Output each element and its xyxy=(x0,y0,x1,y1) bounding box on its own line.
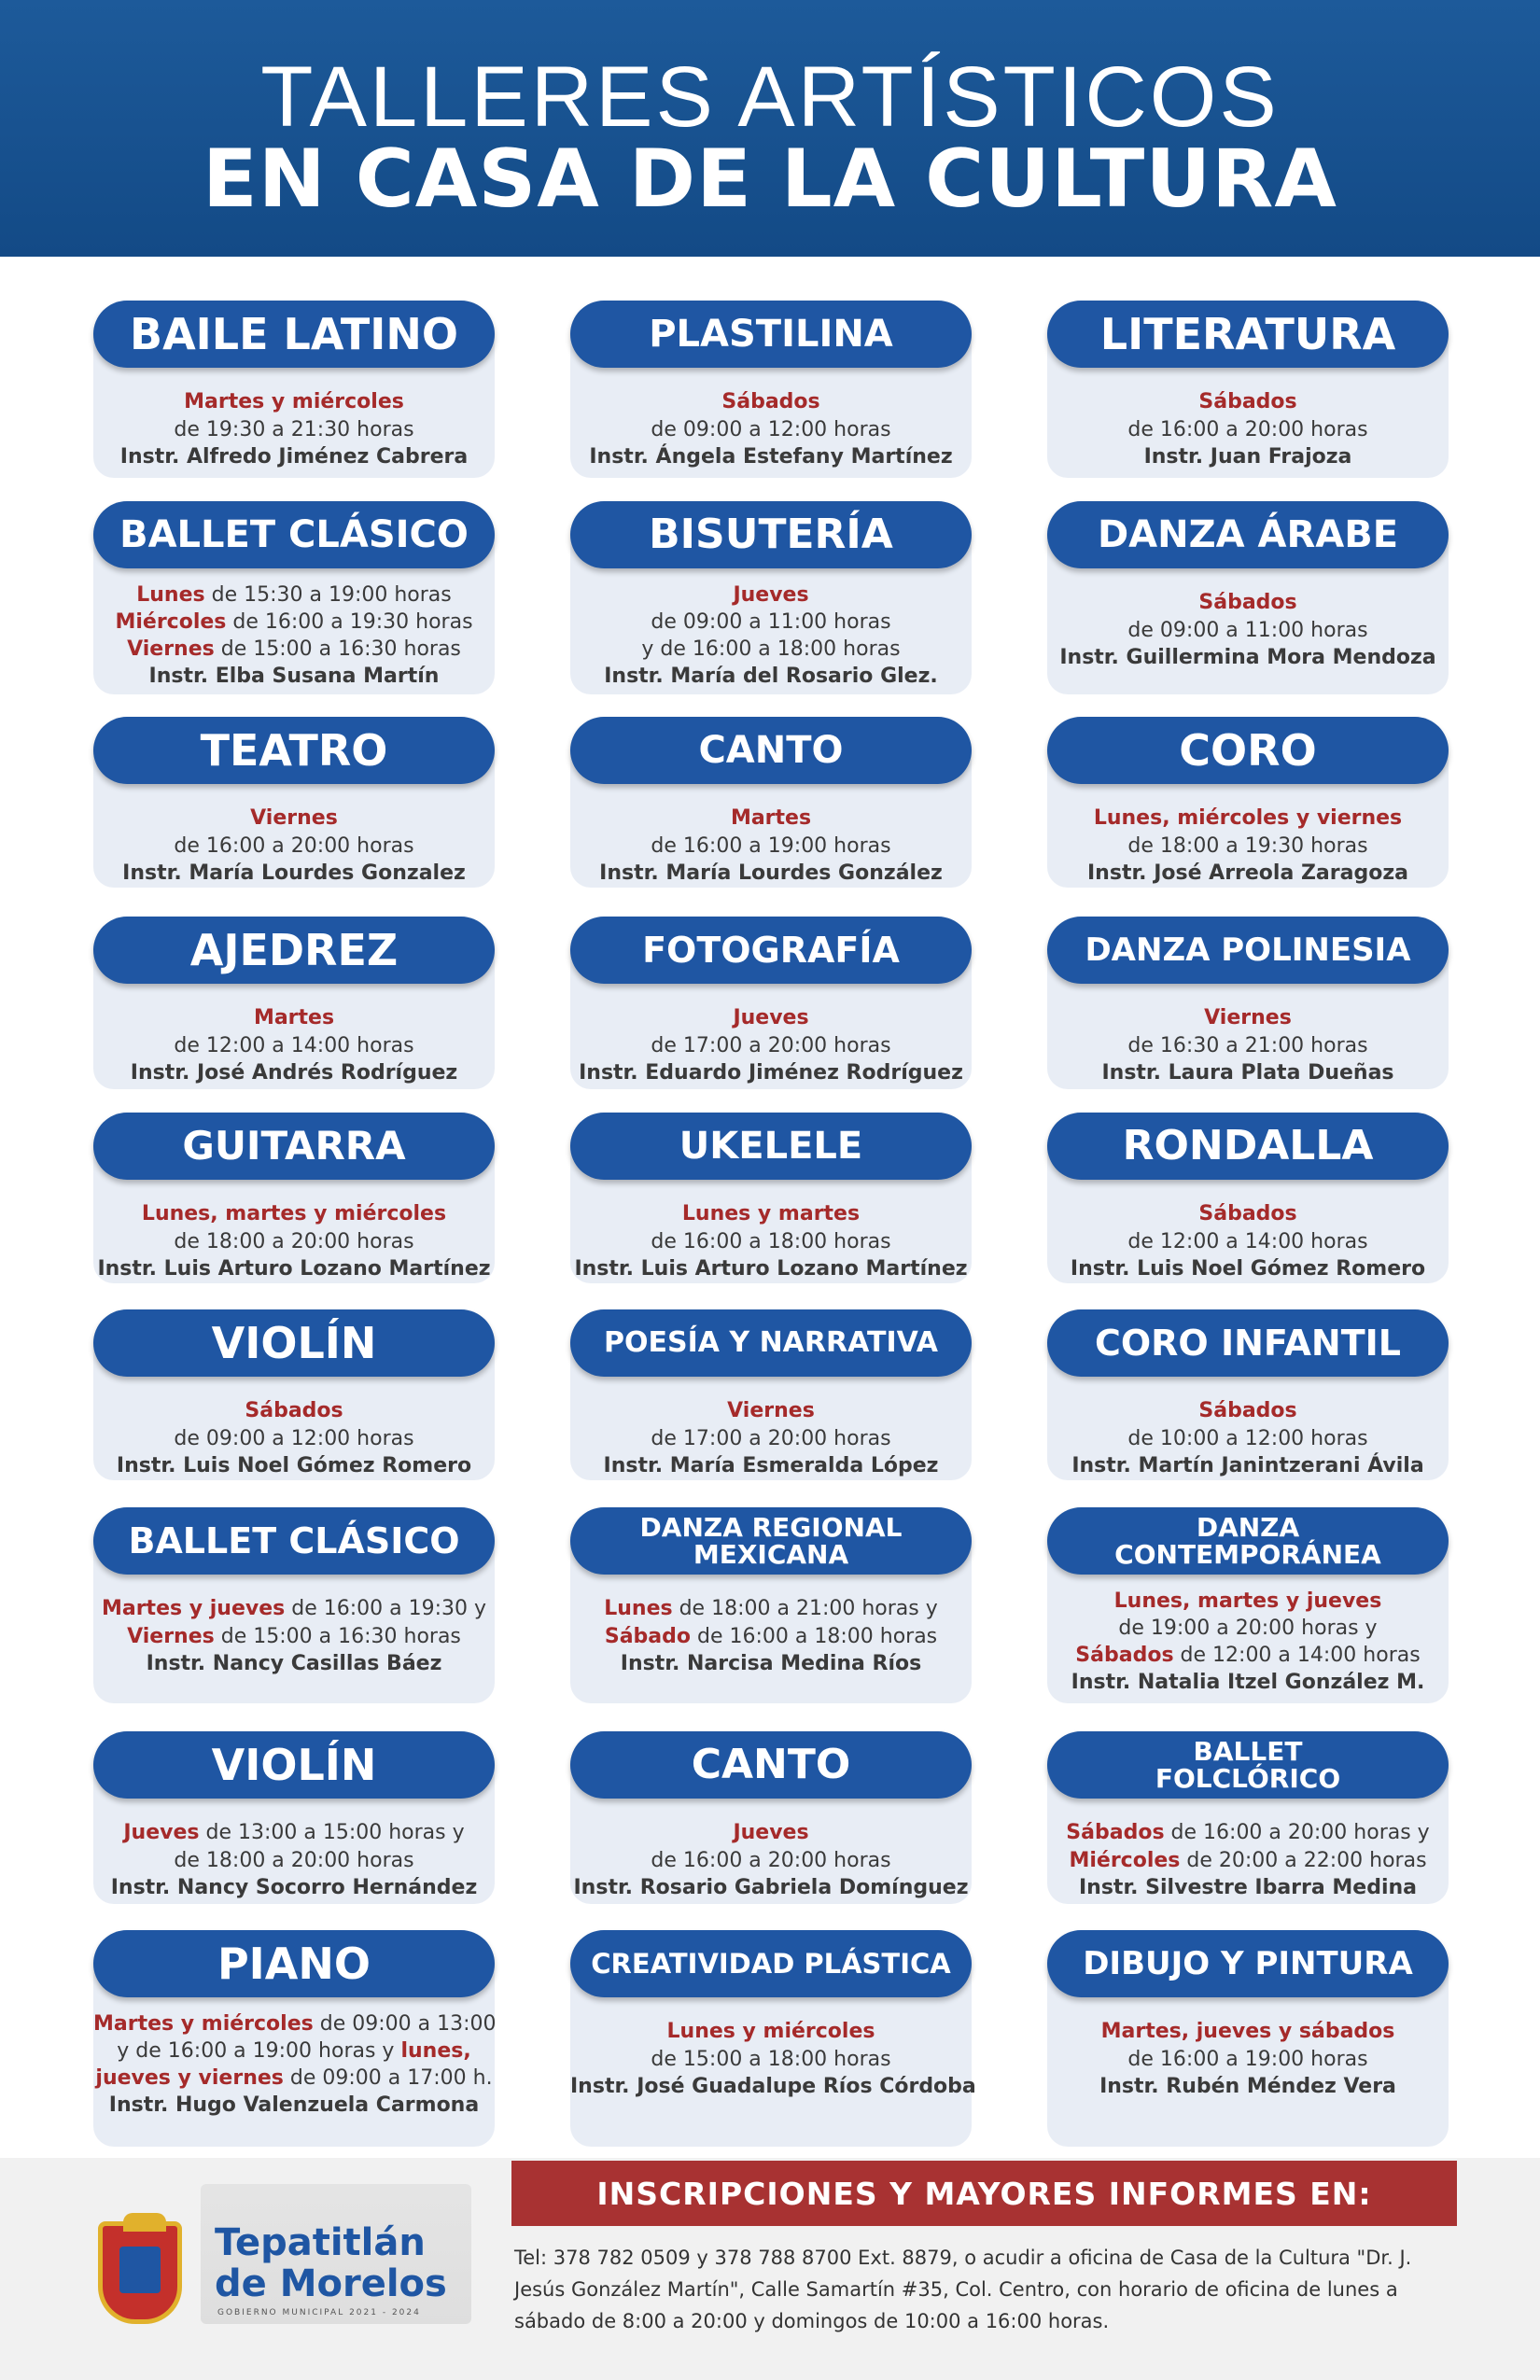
schedule-line xyxy=(93,2092,495,2119)
schedule-days: Sábados xyxy=(1198,390,1297,413)
schedule-line xyxy=(570,1255,972,1283)
schedule-line xyxy=(1047,1228,1449,1256)
workshop-card xyxy=(1047,917,1449,1089)
schedule-line xyxy=(570,1623,972,1651)
schedule-line xyxy=(570,1059,972,1087)
schedule-line xyxy=(93,636,495,663)
schedule-line xyxy=(93,860,495,888)
schedule-line xyxy=(570,1819,972,1847)
instructor-name: Instr. Eduardo Jiménez Rodríguez xyxy=(579,1061,963,1085)
schedule-days: Sábado xyxy=(604,1624,691,1648)
schedule-hours: de 12:00 a 14:00 horas xyxy=(1173,1644,1421,1667)
schedule-line xyxy=(1047,1588,1449,1615)
workshop-card xyxy=(570,301,972,478)
instructor-name: Instr. José Guadalupe Ríos Córdoba xyxy=(570,2075,976,2098)
schedule-line xyxy=(1047,860,1449,888)
instructor-name: Instr. Silvestre Ibarra Medina xyxy=(1078,1876,1417,1899)
schedule-line xyxy=(93,416,495,444)
workshop-card xyxy=(93,1507,495,1703)
schedule-line xyxy=(570,1032,972,1060)
schedule-days: Sábados xyxy=(721,390,820,413)
schedule-line xyxy=(93,1032,495,1060)
workshop-title: TEATRO xyxy=(93,717,495,784)
schedule-days: Sábados xyxy=(1198,591,1297,614)
schedule-line xyxy=(93,833,495,861)
coat-of-arms-icon xyxy=(98,2221,182,2324)
schedule-hours: de 16:00 a 20:00 horas xyxy=(651,1848,891,1872)
schedule-line xyxy=(93,581,495,609)
schedule-hours: de 15:00 a 16:30 horas xyxy=(214,637,461,661)
schedule-line xyxy=(1047,1032,1449,1060)
schedule-hours: de 09:00 a 17:00 h. xyxy=(283,2066,493,2090)
instructor-name: Instr. María del Rosario Glez. xyxy=(604,665,938,688)
workshop-title: VIOLÍN xyxy=(93,1731,495,1799)
workshop-title: PLASTILINA xyxy=(570,301,972,368)
schedule-days: Lunes y miércoles xyxy=(666,2020,875,2043)
schedule-line xyxy=(570,1425,972,1453)
schedule-line xyxy=(570,2073,976,2101)
schedule-line xyxy=(570,636,972,663)
instructor-name: Instr. Laura Plata Dueñas xyxy=(1101,1061,1394,1085)
schedule-hours: de 15:30 a 19:00 horas xyxy=(204,583,452,607)
schedule-line xyxy=(93,1228,495,1256)
instructor-name: Instr. Nancy Casillas Báez xyxy=(146,1652,442,1675)
schedule-hours: de 16:00 a 20:00 horas y xyxy=(1164,1821,1430,1844)
schedule-line xyxy=(1047,2073,1449,2101)
workshop-title: POESÍA Y NARRATIVA xyxy=(570,1309,972,1377)
schedule-days: jueves y viernes xyxy=(95,2066,284,2090)
workshop-title-line: BALLET xyxy=(1193,1735,1303,1767)
schedule-line xyxy=(570,581,972,609)
workshop-title: BAILE LATINO xyxy=(93,301,495,368)
schedule-hours: de 16:00 a 19:30 horas xyxy=(226,610,473,634)
schedule-line xyxy=(570,860,972,888)
schedule-hours: de 17:00 a 20:00 horas xyxy=(651,1033,891,1057)
instructor-name: Instr. Elba Susana Martín xyxy=(148,665,440,688)
workshop-card xyxy=(570,717,972,888)
schedule-line xyxy=(1047,1642,1449,1669)
registration-banner: INSCRIPCIONES Y MAYORES INFORMES EN: xyxy=(511,2161,1457,2226)
schedule-line xyxy=(570,443,972,471)
workshop-card xyxy=(93,1309,495,1480)
schedule-line xyxy=(93,1255,495,1283)
instructor-name: Instr. Luis Arturo Lozano Martínez xyxy=(574,1257,968,1281)
schedule-line xyxy=(1047,2018,1449,2046)
schedule-days: Martes xyxy=(730,806,812,830)
brand-line-1: Tepatitlán xyxy=(215,2221,426,2264)
schedule-days: Viernes xyxy=(127,1624,215,1648)
schedule-days: Martes y miércoles xyxy=(184,390,404,413)
instructor-name: Instr. Luis Noel Gómez Romero xyxy=(1070,1257,1426,1281)
workshop-card xyxy=(93,501,495,694)
schedule-line xyxy=(1047,805,1449,833)
schedule-hours: de 16:00 a 20:00 horas xyxy=(1127,417,1368,441)
schedule-hours: de 16:30 a 21:00 horas xyxy=(1127,1033,1368,1057)
workshop-card xyxy=(570,1731,972,1904)
workshop-card xyxy=(1047,1930,1449,2147)
schedule-line xyxy=(570,1595,972,1623)
schedule-line xyxy=(93,2065,495,2092)
schedule-line xyxy=(93,1623,495,1651)
schedule-hours: de 12:00 a 14:00 horas xyxy=(1127,1229,1368,1253)
schedule-hours: de 18:00 a 19:30 horas xyxy=(1127,833,1368,858)
workshop-card xyxy=(1047,1309,1449,1480)
schedule-line xyxy=(1047,1059,1449,1087)
title-line-1: TALLERES ARTÍSTICOS xyxy=(260,49,1280,145)
schedule-line xyxy=(1047,1255,1449,1283)
schedule-line xyxy=(570,1874,972,1902)
schedule-line xyxy=(1047,1615,1449,1642)
brand-line-2: de Morelos xyxy=(215,2262,447,2305)
schedule-line xyxy=(93,1397,495,1425)
schedule-line xyxy=(93,1425,495,1453)
schedule-line xyxy=(570,1004,972,1032)
workshop-title: DANZA POLINESIA xyxy=(1047,917,1449,984)
workshop-card xyxy=(93,1930,495,2147)
schedule-line xyxy=(1047,1397,1449,1425)
brand-line-3: GOBIERNO MUNICIPAL 2021 - 2024 xyxy=(217,2308,421,2317)
workshop-card xyxy=(1047,501,1449,694)
schedule-days: Lunes, miércoles y viernes xyxy=(1093,806,1403,830)
schedule-line xyxy=(570,833,972,861)
workshop-card xyxy=(93,1113,495,1283)
schedule-line xyxy=(1047,416,1449,444)
workshop-title: CORO xyxy=(1047,717,1449,784)
schedule-days: Miércoles xyxy=(1069,1848,1181,1872)
schedule-days: Sábados xyxy=(1066,1821,1165,1844)
workshop-card xyxy=(93,917,495,1089)
schedule-hours: y de 16:00 a 19:00 horas y xyxy=(117,2039,401,2063)
schedule-line xyxy=(1047,1425,1449,1453)
schedule-days: Miércoles xyxy=(115,610,227,634)
schedule-line xyxy=(1047,2046,1449,2074)
schedule-line xyxy=(93,388,495,416)
schedule-line xyxy=(570,1397,972,1425)
schedule-hours: de 16:00 a 19:00 horas xyxy=(651,833,891,858)
workshop-card xyxy=(1047,1113,1449,1283)
schedule-line xyxy=(1047,1669,1449,1696)
instructor-name: Instr. José Andrés Rodríguez xyxy=(130,1061,458,1085)
schedule-hours: de 18:00 a 20:00 horas xyxy=(174,1848,414,1872)
schedule-line xyxy=(570,663,972,690)
instructor-name: Instr. Alfredo Jiménez Cabrera xyxy=(119,445,469,469)
workshop-card xyxy=(570,501,972,694)
schedule-line xyxy=(93,1650,495,1678)
instructor-name: Instr. José Arreola Zaragoza xyxy=(1087,861,1408,885)
workshop-card xyxy=(93,301,495,478)
schedule-hours: de 18:00 a 21:00 horas y xyxy=(672,1597,938,1620)
instructor-name: Instr. Luis Arturo Lozano Martínez xyxy=(97,1257,491,1281)
instructor-name: Instr. María Lourdes González xyxy=(599,861,943,885)
schedule-days: Martes xyxy=(253,1006,335,1029)
schedule-line xyxy=(93,1847,495,1875)
schedule-hours: de 10:00 a 12:00 horas xyxy=(1127,1426,1368,1450)
instructor-name: Instr. María Esmeralda López xyxy=(603,1454,939,1477)
schedule-hours: de 18:00 a 20:00 horas xyxy=(174,1229,414,1253)
workshop-title-line: MEXICANA xyxy=(693,1539,849,1570)
workshop-title: LITERATURA xyxy=(1047,301,1449,368)
schedule-days: Viernes xyxy=(1204,1006,1292,1029)
instructor-name: Instr. Hugo Valenzuela Carmona xyxy=(108,2093,480,2117)
schedule-hours: de 09:00 a 11:00 horas xyxy=(651,610,891,634)
workshop-card xyxy=(1047,1507,1449,1703)
schedule-days: Lunes xyxy=(604,1597,673,1620)
instructor-name: Instr. Guillermina Mora Mendoza xyxy=(1059,646,1436,669)
workshop-card xyxy=(570,1507,972,1703)
schedule-line xyxy=(93,805,495,833)
schedule-hours: de 09:00 a 11:00 horas xyxy=(1127,618,1368,642)
schedule-days: Jueves xyxy=(123,1821,200,1844)
schedule-line xyxy=(570,1847,972,1875)
schedule-hours: de 16:00 a 20:00 horas xyxy=(174,833,414,858)
schedule-line xyxy=(93,443,495,471)
schedule-hours: de 09:00 a 12:00 horas xyxy=(651,417,891,441)
workshop-card xyxy=(570,1930,976,2147)
schedule-hours: de 16:00 a 18:00 horas xyxy=(651,1229,891,1253)
schedule-line xyxy=(93,663,495,690)
workshop-title: DIBUJO Y PINTURA xyxy=(1047,1930,1449,1997)
schedule-hours: de 16:00 a 18:00 horas xyxy=(691,1624,938,1648)
schedule-days: Jueves xyxy=(733,583,809,607)
workshop-title: DANZA ÁRABE xyxy=(1047,501,1449,568)
instructor-name: Instr. Rosario Gabriela Domínguez xyxy=(573,1876,969,1899)
schedule-line xyxy=(570,1200,972,1228)
schedule-line xyxy=(93,1452,495,1480)
schedule-line xyxy=(1047,833,1449,861)
schedule-line xyxy=(570,2018,972,2046)
schedule-hours: de 15:00 a 16:30 horas xyxy=(214,1624,461,1648)
workshop-title xyxy=(570,1507,972,1575)
schedule-hours: de 19:30 a 21:30 horas xyxy=(174,417,414,441)
schedule-days: Lunes xyxy=(136,583,205,607)
schedule-hours: de 19:00 a 20:00 horas y xyxy=(1118,1617,1378,1640)
instructor-name: Instr. Nancy Socorro Hernández xyxy=(110,1876,478,1899)
workshop-title: CORO INFANTIL xyxy=(1047,1309,1449,1377)
schedule-days: Viernes xyxy=(127,637,215,661)
schedule-line xyxy=(1047,388,1449,416)
schedule-line xyxy=(570,805,972,833)
schedule-line xyxy=(93,609,495,636)
workshop-title-line: CONTEMPORÁNEA xyxy=(1114,1539,1381,1570)
workshop-title: BALLET CLÁSICO xyxy=(93,1507,495,1575)
schedule-line xyxy=(93,1200,495,1228)
instructor-name: Instr. Martín Janintzerani Ávila xyxy=(1071,1454,1424,1477)
schedule-line xyxy=(570,1650,972,1678)
schedule-line xyxy=(93,1874,495,1902)
schedule-line xyxy=(93,1004,495,1032)
schedule-line xyxy=(1047,589,1449,617)
workshop-title: PIANO xyxy=(93,1930,495,1997)
schedule-line xyxy=(1047,443,1449,471)
workshop-title xyxy=(1047,1507,1449,1575)
schedule-line xyxy=(570,1452,972,1480)
workshop-card xyxy=(570,917,972,1089)
contact-info: Tel: 378 782 0509 y 378 788 8700 Ext. 8879, o acudir a oficina de Casa de la Cultura "Dr. J. Jesús González Martín", Calle Samartín #35, Col. Centro, con horario de oficina de lunes a sábado de 8:00 a 20:00 y domingos de 10:00 a 16:00 horas. xyxy=(514,2247,1412,2332)
schedule-line xyxy=(93,2037,495,2065)
schedule-line xyxy=(93,1819,495,1847)
schedule-days: Martes, jueves y sábados xyxy=(1100,2020,1395,2043)
schedule-days: Lunes, martes y miércoles xyxy=(141,1202,447,1225)
schedule-line xyxy=(570,609,972,636)
schedule-days: Martes y jueves xyxy=(101,1597,286,1620)
workshop-title: CANTO xyxy=(570,1731,972,1799)
schedule-line xyxy=(570,388,972,416)
schedule-days: Jueves xyxy=(733,1006,809,1029)
workshop-title-line: DANZA REGIONAL xyxy=(639,1511,903,1543)
schedule-line xyxy=(93,1059,495,1087)
schedule-days: Viernes xyxy=(250,806,338,830)
workshop-card xyxy=(1047,717,1449,888)
workshop-title: RONDALLA xyxy=(1047,1113,1449,1180)
instructor-name: Instr. Ángela Estefany Martínez xyxy=(589,445,953,469)
workshop-title-line: DANZA xyxy=(1196,1511,1300,1543)
workshop-title-line: FOLCLÓRICO xyxy=(1155,1763,1341,1794)
schedule-line xyxy=(1047,1452,1449,1480)
workshop-card xyxy=(570,1113,972,1283)
schedule-days: Sábados xyxy=(1198,1202,1297,1225)
workshop-title: UKELELE xyxy=(570,1113,972,1180)
schedule-days: Martes y miércoles xyxy=(93,2012,314,2036)
workshop-card xyxy=(93,717,495,888)
schedule-hours: de 09:00 a 13:00 xyxy=(313,2012,497,2036)
schedule-hours: de 12:00 a 14:00 horas xyxy=(174,1033,414,1057)
schedule-hours: de 17:00 a 20:00 horas xyxy=(651,1426,891,1450)
schedule-line xyxy=(1047,1874,1449,1902)
instructor-name: Instr. María Lourdes Gonzalez xyxy=(122,861,466,885)
schedule-days: Sábados xyxy=(1198,1399,1297,1422)
schedule-days: Lunes y martes xyxy=(681,1202,861,1225)
schedule-days: lunes, xyxy=(400,2039,471,2063)
workshop-card xyxy=(93,1731,495,1904)
workshop-title: VIOLÍN xyxy=(93,1309,495,1377)
workshop-title xyxy=(1047,1731,1449,1799)
schedule-line xyxy=(1047,1847,1449,1875)
schedule-hours: de 16:00 a 19:30 y xyxy=(285,1597,487,1620)
workshop-title: BALLET CLÁSICO xyxy=(93,501,495,568)
workshop-title: CREATIVIDAD PLÁSTICA xyxy=(570,1930,972,1997)
schedule-hours: y de 16:00 a 18:00 horas xyxy=(641,637,901,661)
title-line-2: EN CASA DE LA CULTURA xyxy=(203,133,1337,226)
schedule-hours: de 15:00 a 18:00 horas xyxy=(651,2047,891,2071)
instructor-name: Instr. Rubén Méndez Vera xyxy=(1099,2075,1396,2098)
workshop-card xyxy=(570,1309,972,1480)
schedule-line xyxy=(93,2010,495,2037)
municipal-logo xyxy=(98,2184,471,2333)
schedule-days: Viernes xyxy=(727,1399,815,1422)
workshop-title: GUITARRA xyxy=(93,1113,495,1180)
schedule-hours: de 16:00 a 19:00 horas xyxy=(1127,2047,1368,2071)
schedule-line xyxy=(1047,1200,1449,1228)
workshop-title: CANTO xyxy=(570,717,972,784)
workshop-card xyxy=(1047,1731,1449,1904)
schedule-line xyxy=(93,1595,495,1623)
schedule-line xyxy=(1047,1819,1449,1847)
workshop-title: AJEDREZ xyxy=(93,917,495,984)
instructor-name: Instr. Juan Frajoza xyxy=(1143,445,1352,469)
workshop-title: BISUTERÍA xyxy=(570,501,972,568)
schedule-days: Jueves xyxy=(733,1821,809,1844)
schedule-hours: de 09:00 a 12:00 horas xyxy=(174,1426,414,1450)
schedule-line xyxy=(570,416,972,444)
schedule-line xyxy=(570,2046,972,2074)
instructor-name: Instr. Luis Noel Gómez Romero xyxy=(116,1454,472,1477)
instructor-name: Instr. Narcisa Medina Ríos xyxy=(620,1652,922,1675)
schedule-line xyxy=(1047,1004,1449,1032)
workshop-card xyxy=(1047,301,1449,478)
schedule-line xyxy=(1047,644,1449,672)
instructor-name: Instr. Natalia Itzel González M. xyxy=(1071,1671,1425,1694)
schedule-line xyxy=(570,1228,972,1256)
workshop-title: FOTOGRAFÍA xyxy=(570,917,972,984)
schedule-hours: de 13:00 a 15:00 horas y xyxy=(199,1821,465,1844)
schedule-line xyxy=(1047,617,1449,645)
schedule-days: Lunes, martes y jueves xyxy=(1113,1589,1382,1613)
schedule-hours: de 20:00 a 22:00 horas xyxy=(1180,1848,1427,1872)
schedule-days: Sábados xyxy=(1075,1644,1174,1667)
schedule-days: Sábados xyxy=(245,1399,343,1422)
